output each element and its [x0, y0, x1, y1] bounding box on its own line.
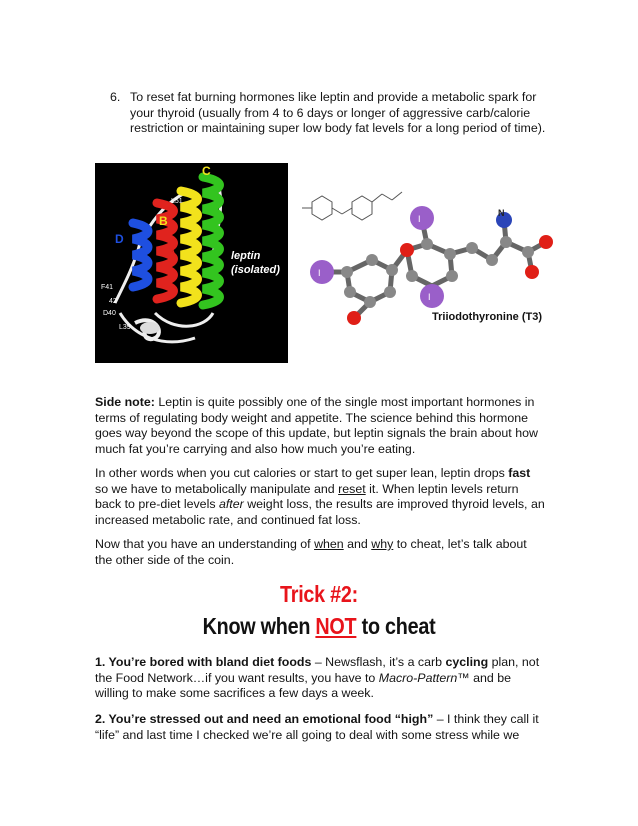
label-leptin: leptin [231, 250, 261, 262]
atom-n: N [498, 208, 505, 218]
para3-text-b: and [343, 537, 372, 551]
label-l39: L39 [119, 324, 131, 331]
item1-title: 1. You’re bored with bland diet foods [95, 655, 312, 669]
para2-reset: reset [338, 481, 366, 496]
t3-molecule-illustration [292, 172, 592, 342]
molecule-label: Triiodothyronine (T3) [432, 311, 542, 323]
item1-text-a: – Newsflash, it’s a carb [311, 655, 446, 669]
label-a: A [167, 244, 176, 258]
label-42: 42 [109, 298, 117, 305]
leptin-ribbon-illustration [95, 163, 288, 363]
transition-paragraph [95, 537, 545, 568]
list-item-6 [110, 90, 550, 137]
label-f41: F41 [101, 284, 114, 291]
skeletal-formula [302, 192, 402, 220]
label-d: D [115, 232, 124, 246]
label-l51: L51 [171, 198, 183, 205]
reason-item-2 [95, 712, 545, 743]
item2-title: 2. You’re stressed out and need an emotional food “high” [95, 712, 434, 726]
para3-when: when [314, 537, 344, 551]
para2-fast: fast [508, 466, 531, 480]
para2-after: after [218, 497, 244, 512]
leptin-structure-image [95, 163, 288, 363]
para2-text-d: it. When leptin levels return back to pre-diet levels [95, 481, 519, 512]
trick-heading: Trick #2: [280, 581, 358, 607]
label-b: B [159, 214, 168, 228]
subheading-text-a: Know when [202, 613, 316, 639]
para2-text-a: In other words when you cut calories or start to get super lean, leptin drops [95, 466, 509, 480]
item2-text: – I think they call it “life” and last time I checked we’re all going to deal with some stress while we [95, 712, 539, 742]
para3-why: why [371, 537, 394, 551]
list-number: 6. [110, 90, 121, 104]
leptin-paragraph [95, 466, 545, 528]
atom-i-3: I [318, 268, 321, 278]
t3-molecule-image [292, 172, 592, 342]
item1-text-c: and be willing to make some sacrifices a few days a week. [95, 670, 511, 701]
list-text: To reset fat burning hormones like leptin and provide a metabolic spark for your thyroid (usually from 4 to 6 days or longer of aggressive carb/calorie restriction or maintaining super low body fat levels for a long period of time). [130, 90, 546, 136]
side-note-label: Side note: [95, 395, 155, 409]
side-note-text: Leptin is quite possibly one of the single most important hormones in terms of regulating body weight and appetite. The science behind this hormone goes way beyond the scope of this update, but leptin signals the brain about how much fat you’re carrying and also how much you’re eating. [95, 395, 538, 456]
subheading-not: NOT [315, 613, 357, 639]
label-d40: D40 [103, 310, 116, 317]
trick-subheading [45, 613, 594, 640]
atom-i-1: I [418, 214, 421, 224]
para2-text-e: weight loss, the results are improved thyroid levels, an increased metabolic rate, and continued fat loss. [95, 497, 545, 527]
item1-cycling: cycling [445, 655, 489, 669]
item1-macro-pattern: Macro-Pattern™ [378, 670, 470, 685]
reason-item-1 [95, 655, 545, 702]
atom-i-2: I [428, 292, 431, 302]
label-isolated: (isolated) [231, 264, 280, 276]
side-note-paragraph [95, 395, 545, 457]
subheading-text-b: to cheat [356, 613, 436, 639]
item1-text-b: plan, not the Food Network…if you want results, you have to [95, 655, 540, 685]
para3-text-a: Now that you have an understanding of [95, 537, 315, 551]
para3-text-c: to cheat, let’s talk about the other side of the coin. [95, 537, 527, 567]
label-c: C [202, 164, 211, 178]
para2-text-c: so we have to metabolically manipulate and [95, 481, 339, 496]
